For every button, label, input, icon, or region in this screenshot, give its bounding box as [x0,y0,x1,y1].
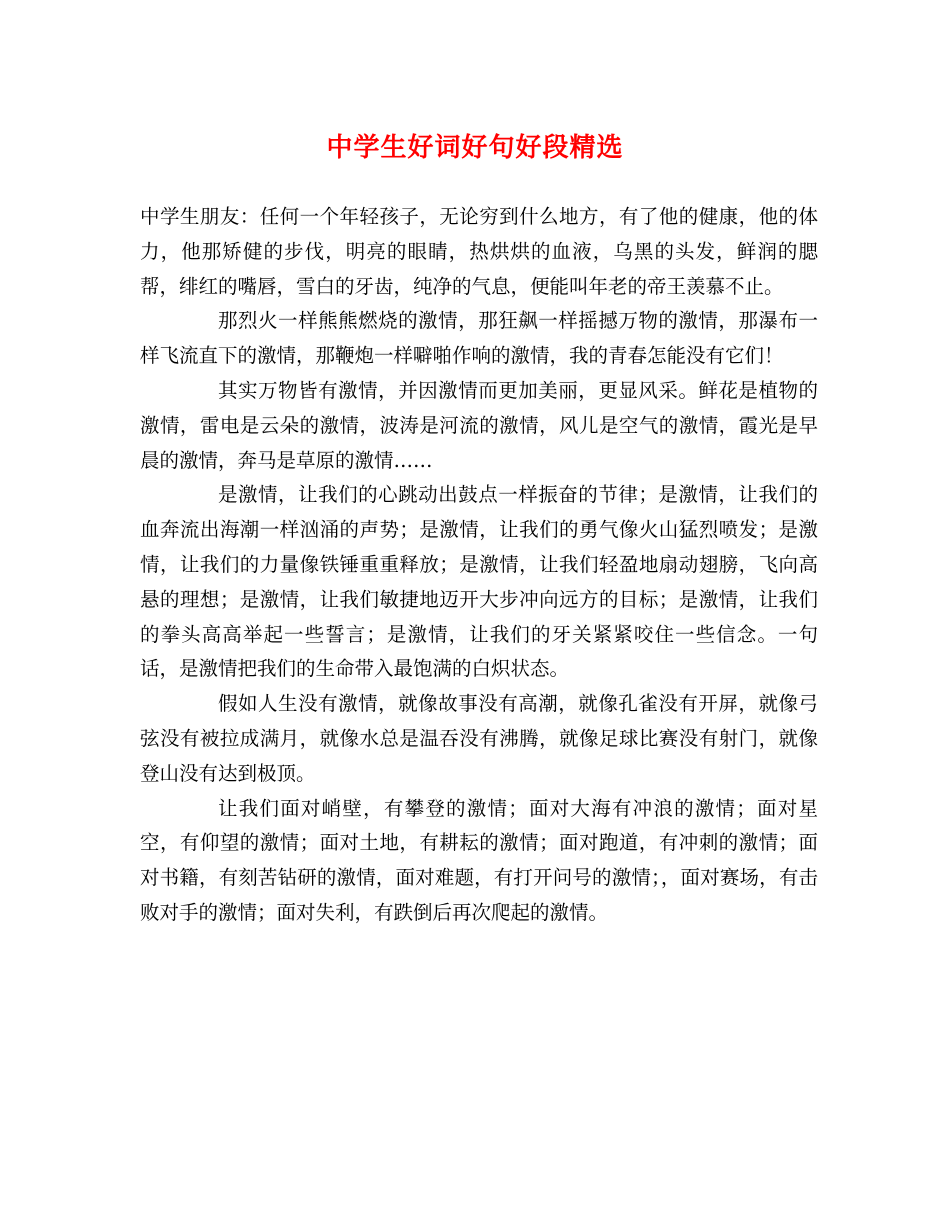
paragraph-let-us-face: 让我们面对峭壁，有攀登的激情；面对大海有冲浪的激情；面对星空，有仰望的激情；面对土地，有耕耘的激情；面对跑道，有冲刺的激情；面对书籍，有刻苦钻研的激情，面对难题，有打开问号的激情；，面对赛场，有击败对手的激情；面对失利，有跌倒后再次爬起的激情。 [140,796,818,924]
paragraph-intro: 中学生朋友：任何一个年轻孩子，无论穷到什么地方，有了他的健康，他的体力，他那矫健的步伐，明亮的眼睛，热烘烘的血液，乌黑的头发，鲜润的腮帮，绯红的嘴唇，雪白的牙齿，纯净的气息，便能叫年老的帝王羡慕不止。 [140,205,818,298]
paragraph-all-things-passion: 其实万物皆有激情，并因激情而更加美丽，更显风采。鲜花是植物的激情，雷电是云朵的激情，波涛是河流的激情，风儿是空气的激情，霞光是早晨的激情，奔马是草原的激情…… [140,378,818,472]
paragraph-life-without-passion: 假如人生没有激情，就像故事没有高潮，就像孔雀没有开屏，就像弓弦没有被拉成满月，就像水总是温吞没有沸腾，就像足球比赛没有射门，就像登山没有达到极顶。 [140,692,818,785]
document-body [140,200,818,931]
document-title: 中学生好词好句好段精选 [326,133,624,163]
paragraph-it-is-passion: 是激情，让我们的心跳动出鼓点一样振奋的节律；是激情，让我们的血奔流出海潮一样汹涌的声势；是激情，让我们的勇气像火山猛烈喷发；是激情，让我们的力量像铁锤重重释放；是激情，让我们轻盈地扇动翅膀，飞向高悬的理想；是激情，让我们敏捷地迈开大步冲向远方的目标；是激情，让我们的拳头高高举起一些誓言；是激情，让我们的牙关紧紧咬住一些信念。一句话，是激情把我们的生命带入最饱满的白炽状态。 [140,483,818,681]
paragraph-passion-fire: 那烈火一样熊熊燃烧的激情，那狂飙一样摇撼万物的激情，那瀑布一样飞流直下的激情，那鞭炮一样噼啪作响的激情，我的青春怎能没有它们！ [140,309,818,368]
